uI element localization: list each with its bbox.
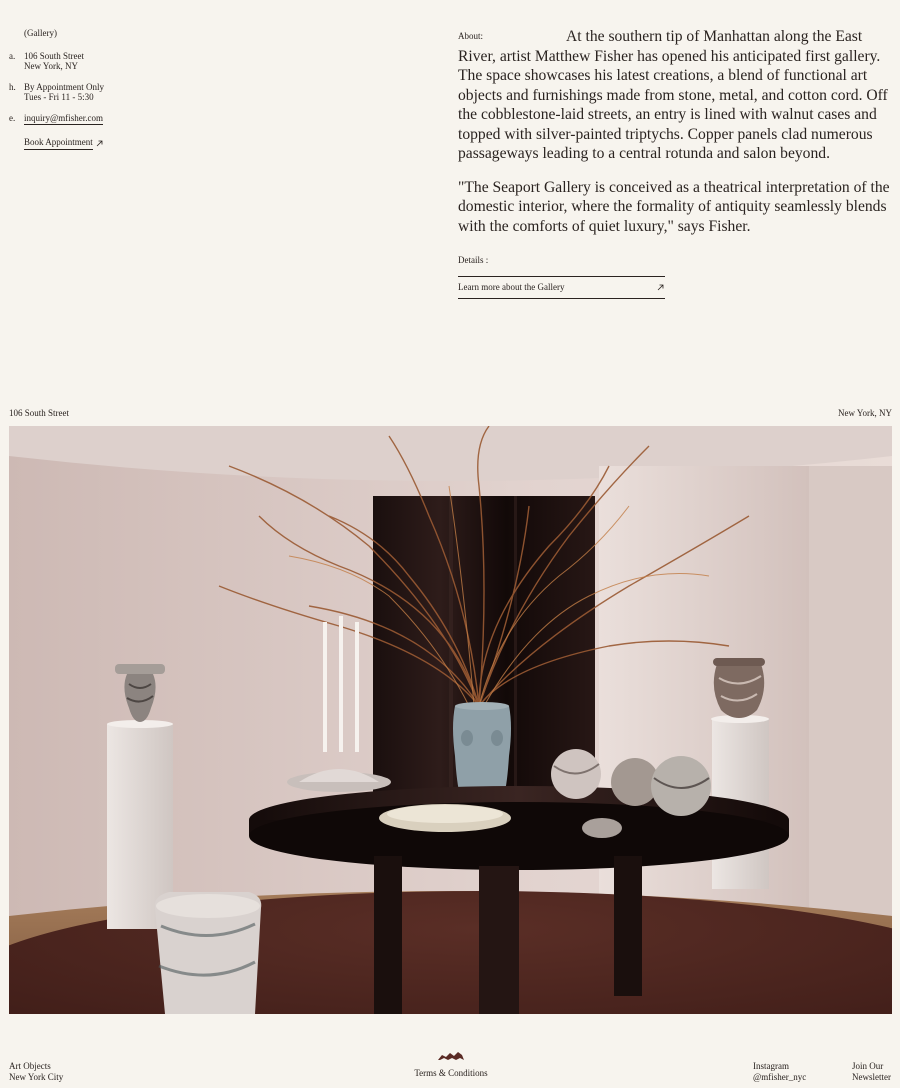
arrow-up-right-icon: [96, 140, 103, 147]
image-header: [9, 408, 892, 419]
image-header-left: 106 South Street: [9, 408, 69, 418]
email-key: e.: [9, 112, 16, 123]
image-header-right: New York, NY: [837, 408, 892, 418]
address-line1: 106 South Street: [24, 50, 84, 61]
address-row: [9, 51, 209, 72]
footer-left-line2: New York City: [9, 1071, 64, 1082]
arrow-up-right-icon: [657, 284, 664, 291]
book-appointment-link[interactable]: [24, 137, 103, 150]
gallery-heading: (Gallery): [24, 28, 57, 38]
newsletter-line1: Join Our: [852, 1061, 884, 1071]
newsletter-line2: Newsletter: [852, 1071, 891, 1082]
gallery-info: [9, 28, 209, 150]
instagram-line1: Instagram: [753, 1061, 789, 1071]
book-appointment-label: Book Appointment: [24, 137, 93, 150]
hours-key: h.: [9, 81, 16, 92]
gallery-hero-image: [9, 426, 892, 1014]
details-label: Details :: [458, 255, 489, 265]
newsletter-link[interactable]: [852, 1061, 891, 1082]
about-quote: "The Seaport Gallery is conceived as a theatrical interpretation of the domestic interior, where the formality of antiquity seamlessly blends with the comforts of quiet luxury," says Fisher.: [458, 178, 890, 235]
site-footer: [9, 1050, 892, 1088]
learn-more-label: Learn more about the Gallery: [458, 281, 565, 292]
about-text: At the southern tip of Manhattan along the East River, artist Matthew Fisher has opened his anticipated first gallery. The space showcases his latest creations, a blend of functional art objects and furnishings made from stone, metal, and cotton cord. Off the cobblestone-laid streets, an entry is lined with walnut cases and topped with silver-painted triptychs. Copper panels clad numerous passageways leading to a central rotunda and salon beyond.: [458, 28, 888, 162]
footer-center: [413, 1050, 489, 1079]
learn-more-link[interactable]: [458, 276, 665, 299]
instagram-line2: @mfisher_nyc: [753, 1071, 807, 1082]
hours-line1: By Appointment Only: [24, 81, 105, 92]
hours-row: [9, 82, 209, 103]
about-label: About:: [458, 31, 484, 41]
about-paragraph: [458, 27, 898, 164]
address-key: a.: [9, 50, 16, 61]
about-section: [458, 27, 898, 299]
footer-left: [9, 1061, 63, 1082]
horse-logo-icon[interactable]: [436, 1050, 466, 1062]
email-link[interactable]: inquiry@mfisher.com: [24, 112, 104, 123]
footer-left-line1: Art Objects: [9, 1061, 51, 1071]
email-row: [9, 113, 209, 124]
instagram-link[interactable]: [753, 1061, 806, 1082]
hours-line2: Tues - Fri 11 - 5:30: [24, 92, 94, 102]
address-line2: New York, NY: [24, 61, 79, 71]
terms-link[interactable]: Terms & Conditions: [414, 1068, 488, 1078]
